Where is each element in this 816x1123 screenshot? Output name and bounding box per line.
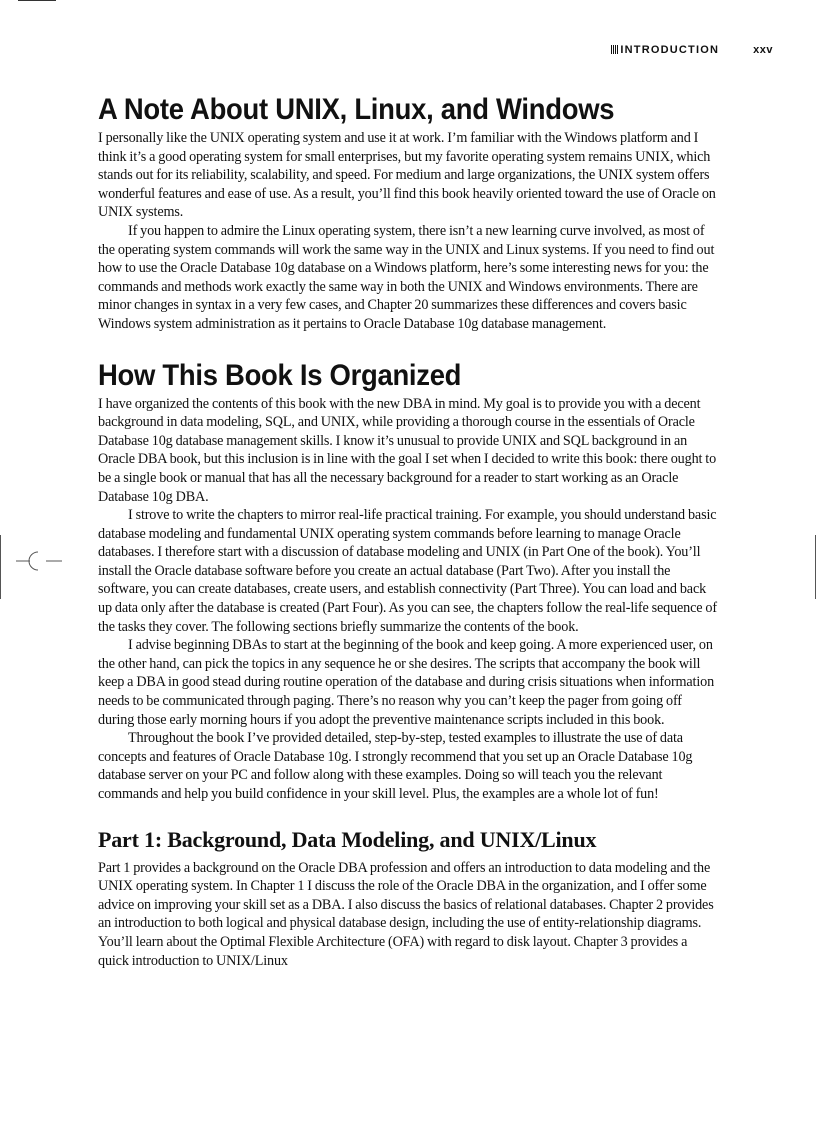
page-body [98,92,720,970]
paragraph: I strove to write the chapters to mirror real-life practical training. For example, you should understand basic database modeling and fundamental UNIX operating system commands before learning to manage Oracle databases. I therefore start with a discussion of database modeling and UNIX (in Part One of the book). You’ll install the Oracle database software before you create an actual database (Part Two). After you install the software, you can create databases, create users, and establish connectivity (Part Three). You can load and back up data only after the database is created (Part Four). As you can see, the chapters follow the real-life sequence of the tasks they cover. The following sections briefly summarize the contents of the book. [98,507,717,635]
paragraph: I personally like the UNIX operating system and use it at work. I’m familiar with the Windows platform and I think it’s a good operating system for small enterprises, but my favorite operating system remains UNIX, which stands out for its reliability, scalability, and speed. For medium and large organizations, the UNIX system offers wonderful features and ease of use. As a result, you’ll find this book heavily oriented toward the use of Oracle on UNIX systems. [98,130,716,221]
section-heading-book-organization: How This Book Is Organized [98,358,462,392]
registration-mark-icon [16,548,62,574]
subsection-heading-part-1: Part 1: Background, Data Modeling, and UNIX/Linux [98,826,597,852]
paragraph: Throughout the book I’ve provided detailed, step-by-step, tested examples to illustrate the use of data concepts and features of Oracle Database 10g. I strongly recommend that you set up an Oracle Database 10g database server on your PC and follow along with these examples. Doing so will teach you the relevant commands and help you build confidence in your skill level. Plus, the examples are a whole lot of fun! [98,730,693,802]
paragraph: If you happen to admire the Linux operating system, there isn’t a new learning curve involved, as most of the operating system commands will work the same way in the UNIX and Linux systems. If you need to find out how to use the Oracle Database 10g database on a Windows platform, here’s some interesting news for you: the commands and methods work exactly the same way in both the UNIX and Windows environments. There are minor changes in syntax in a very few cases, and Chapter 20 summarizes these differences and covers basic Windows system administration as it pertains to Oracle Database 10g database management. [98,222,715,332]
header-bars-icon [611,45,618,54]
running-header [611,44,773,56]
page-number: xxv [753,44,773,56]
crop-mark-left [0,535,1,599]
paragraph: I advise beginning DBAs to start at the beginning of the book and keep going. A more experienced user, on the other hand, can pick the topics in any sequence he or she desires. The scripts that accompany the book will keep a DBA in good stead during routine operation of the database and during crisis situations when information needs to be communicated through paging. There’s no reason why you can’t keep the pager from going off during those early morning hours if you adopt the preventive maintenance scripts included in this book. [98,637,715,728]
paragraph: I have organized the contents of this book with the new DBA in mind. My goal is to provide you with a decent background in data modeling, SQL, and UNIX, while providing a thorough course in the essentials of Oracle Database 10g database management skills. I know it’s unusual to provide UNIX and SQL background in an Oracle DBA book, but this inclusion is in line with the goal I set when I decided to write this book: there ought to be a single book or manual that has all the necessary background for a reader to start working as an Oracle Database 10g DBA. [98,395,717,505]
crop-mark-top [18,0,56,1]
header-section-title: INTRODUCTION [620,44,720,56]
paragraph: Part 1 provides a background on the Oracle DBA profession and offers an introduction to data modeling and the UNIX operating system. In Chapter 1 I discuss the role of the Oracle DBA in the organization, and I offer some advice on improving your skill set as a DBA. I also discuss the basics of relational databases. Chapter 2 provides an introduction to both logical and physical database design, including the use of entity-relationship diagrams. You’ll learn about the Optimal Flexible Architecture (OFA) with regard to disk layout. Chapter 3 provides a quick introduction to UNIX/Linux [98,859,714,969]
section-heading-unix-linux-windows: A Note About UNIX, Linux, and Windows [98,93,615,126]
